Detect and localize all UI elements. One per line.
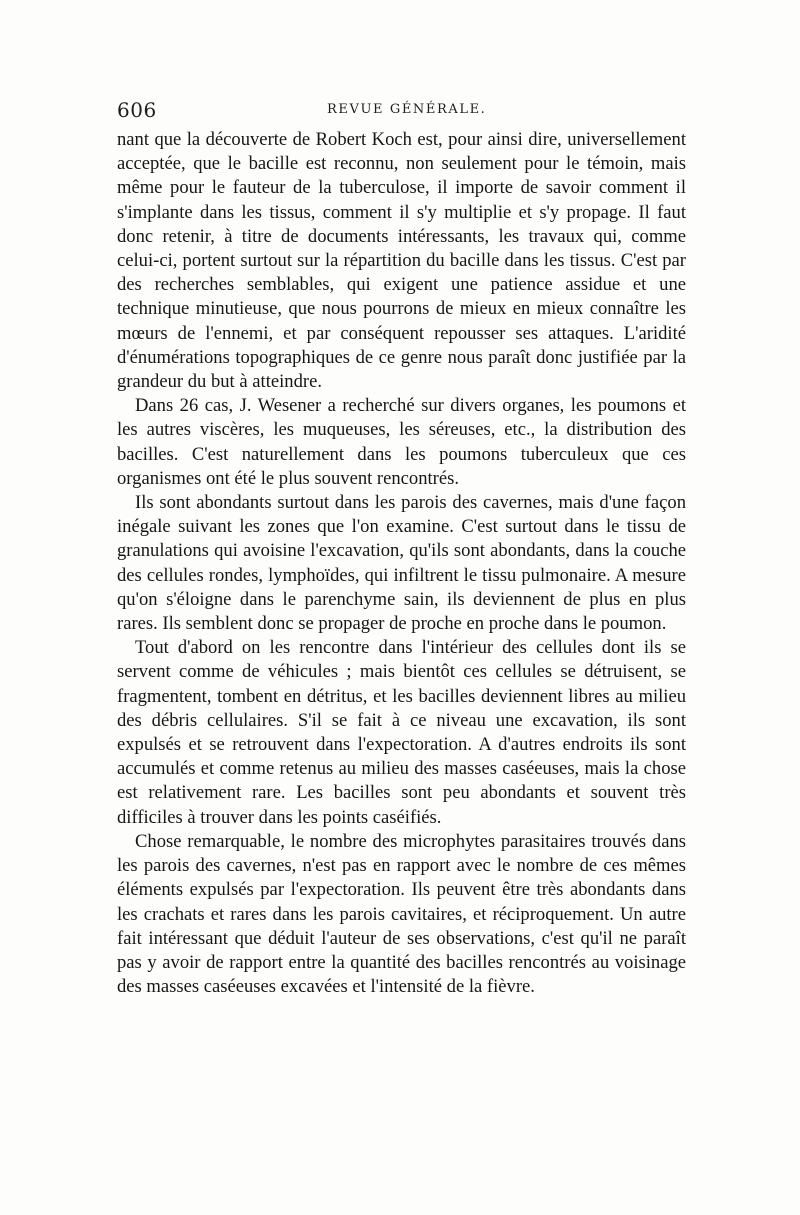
paragraph-2: Dans 26 cas, J. Wesener a recherché sur divers organes, les poumons et les autres viscères, les muqueuses, les séreuses, etc., la distribution des bacilles. C'est naturellement dans les poumons tuberculeux que ces organismes ont été le plus souvent rencontrés. — [117, 395, 686, 489]
paragraph-3: Ils sont abondants surtout dans les parois des cavernes, mais d'une façon inégale suivant les zones que l'on examine. C'est surtout dans le tissu de granulations qui avoisine l'excavation, qu'ils sont abondants, dans la couche des cellules rondes, lymphoïdes, qui infiltrent le tissu pulmonaire. A mesure qu'on s'éloigne dans le parenchyme sain, ils deviennent de plus en plus rares. Ils semblent donc se propager de proche en proche dans le poumon. — [117, 492, 686, 635]
paragraph-1: nant que la découverte de Robert Koch est, pour ainsi dire, universellement acceptée, que le bacille est reconnu, non seulement pour le témoin, mais même pour le fauteur de la tuberculose, il importe de savoir comment il s'implante dans les tissus, comment il s'y multiplie et s'y propage. Il faut donc retenir, à titre de documents intéressants, les travaux qui, comme celui-ci, portent surtout sur la répartition du bacille dans les tissus. C'est par des recherches semblables, qui exigent une patience assidue et une technique minutieuse, que nous pourrons de mieux en mieux connaître les mœurs de l'ennemi, et par conséquent repousser ses attaques. L'aridité d'énumérations topographiques de ce genre nous paraît donc justifiée par la grandeur du but à atteindre. — [117, 129, 686, 393]
paragraph-4: Tout d'abord on les rencontre dans l'intérieur des cellules dont ils se servent comme de véhicules ; mais bientôt ces cellules se détruisent, se fragmentent, tombent en détritus, et les bacilles deviennent libres au milieu des débris cellulaires. S'il se fait à ce niveau une excavation, ils sont expulsés et se retrouvent dans l'expectoration. A d'autres endroits ils sont accumulés et comme retenus au milieu des masses caséeuses, mais la chose est relativement rare. Les bacilles sont peu abondants et souvent très difficiles à trouver dans les points caséifiés. — [117, 637, 686, 828]
page-number: 606 — [117, 98, 157, 122]
running-title: REVUE GÉNÉRALE. — [327, 102, 487, 117]
body-text — [117, 128, 686, 999]
paragraph-5: Chose remarquable, le nombre des microphytes parasitaires trouvés dans les parois des cavernes, n'est pas en rapport avec le nombre de ces mêmes éléments expulsés par l'expectoration. Ils peuvent être très abondants dans les crachats et rares dans les parois cavitaires, et réciproquement. Un autre fait intéressant que déduit l'auteur de ses observations, c'est qu'il ne paraît pas y avoir de rapport entre la quantité des bacilles rencontrés au voisinage des masses caséeuses excavées et l'intensité de la fièvre. — [117, 830, 686, 998]
page-header — [117, 98, 687, 124]
